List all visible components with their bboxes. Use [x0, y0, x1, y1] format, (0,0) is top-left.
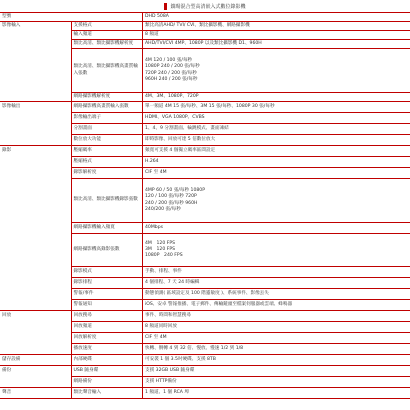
spec-value-line: 4 個排程、7 天 24 時編輯	[145, 279, 200, 285]
spec-row	[0, 49, 410, 93]
spec-subcategory: 回放搜尋	[71, 311, 143, 322]
spec-value-line: 240 / 200 張/每秒 960H	[145, 200, 198, 206]
spec-value	[143, 311, 410, 322]
spec-value	[143, 124, 410, 135]
spec-subcategory: 網路備份	[71, 377, 143, 388]
spec-value-line: 快轉、倒轉 4 到 32 倍、慢放、慢速 1/2 到 1/8	[145, 345, 244, 351]
spec-value	[143, 289, 410, 300]
spec-value-line: 1、4、9 分割畫面、輪跳模式、畫面凍結	[145, 125, 229, 131]
spec-row	[0, 13, 410, 22]
spec-category	[0, 300, 71, 311]
spec-subcategory: 錄影解析度	[71, 168, 143, 179]
spec-value-line: CIF 至 4M	[145, 334, 167, 340]
spec-category	[0, 267, 71, 278]
spec-category	[0, 344, 71, 355]
spec-value-line: 4MP 60 / 50 張/每秒 1080P	[145, 188, 205, 194]
spec-value	[143, 135, 410, 146]
spec-value	[143, 31, 410, 40]
spec-row	[0, 366, 410, 377]
spec-category	[0, 179, 71, 223]
spec-row	[0, 223, 410, 234]
spec-category	[0, 377, 71, 388]
spec-row	[0, 278, 410, 289]
spec-row	[0, 311, 410, 322]
spec-value-line: 支援 32GB USB 隨身碟	[145, 367, 195, 373]
spec-value	[143, 168, 410, 179]
spec-row	[0, 168, 410, 179]
spec-value	[143, 93, 410, 102]
spec-row	[0, 40, 410, 49]
spec-value-line: 可安裝 1 個 3.5吋硬碟、支援 8TB	[145, 356, 216, 362]
spec-value	[143, 146, 410, 157]
spec-category	[0, 124, 71, 135]
spec-value-line: H.264	[145, 158, 159, 164]
spec-value-line: 40Mbps	[145, 224, 164, 230]
spec-category	[0, 113, 71, 124]
spec-value-line: 頻寬可支援 4 個獨立碼率區間設定	[145, 147, 216, 153]
spec-subcategory	[71, 13, 143, 22]
spec-value	[143, 113, 410, 124]
spec-row	[0, 179, 410, 223]
spec-row	[0, 234, 410, 267]
spec-subcategory: 類比聲音輸入	[71, 388, 143, 399]
spec-row	[0, 113, 410, 124]
spec-category: 儲存設備	[0, 355, 71, 366]
spec-subcategory: 警報通知	[71, 300, 143, 311]
spec-subcategory: 影像輸出端子	[71, 113, 143, 124]
spec-row	[0, 388, 410, 399]
spec-value-line: 1080P 240 FPS	[145, 253, 183, 259]
spec-subcategory: 類比高清、類比攝影機錄影張數	[71, 179, 143, 223]
spec-value-line: 即時影像、回放可達 5 倍數位放大	[145, 136, 216, 142]
spec-row	[0, 22, 410, 31]
title-bar	[0, 0, 410, 12]
spec-category	[0, 157, 71, 168]
spec-subcategory: 壓縮格式	[71, 157, 143, 168]
spec-category: 型號	[0, 13, 71, 22]
spec-value	[143, 40, 410, 49]
spec-row	[0, 31, 410, 40]
spec-category	[0, 135, 71, 146]
spec-value	[143, 388, 410, 399]
spec-category	[0, 234, 71, 267]
spec-value	[143, 234, 410, 267]
spec-row	[0, 322, 410, 333]
spec-subcategory: 壓縮碼率	[71, 146, 143, 157]
spec-value	[143, 267, 410, 278]
spec-value	[143, 157, 410, 168]
spec-subcategory: 回放解析度	[71, 333, 143, 344]
spec-row	[0, 267, 410, 278]
spec-row	[0, 333, 410, 344]
spec-row	[0, 135, 410, 146]
spec-value-line: 720P 240 / 200 張/每秒	[145, 70, 197, 76]
spec-value	[143, 102, 410, 113]
spec-subcategory: 分割畫面	[71, 124, 143, 135]
spec-row	[0, 102, 410, 113]
spec-value-line: 4M、3M、1080P、720P	[145, 93, 199, 99]
spec-subcategory: 錄影模式	[71, 267, 143, 278]
spec-value-line: 240/200 張/每秒	[145, 206, 181, 212]
spec-subcategory: 數位放大功能	[71, 135, 143, 146]
spec-subcategory: 支援格式	[71, 22, 143, 31]
spec-value-line: 3M 120 FPS	[145, 246, 176, 252]
spec-value	[143, 223, 410, 234]
spec-value-line: HDMI、VGA 1080P、CVBS	[145, 114, 205, 120]
spec-row	[0, 344, 410, 355]
spec-value-line: 事件、時間和智慧搜尋	[145, 312, 191, 318]
spec-subcategory: 網路攝影機輸入頻寬	[71, 223, 143, 234]
spec-category: 備份	[2, 368, 12, 374]
spec-subcategory: 警報/事件	[71, 289, 143, 300]
spec-value	[143, 22, 410, 31]
spec-category	[0, 168, 71, 179]
spec-value	[143, 366, 410, 377]
spec-subcategory: 錄影排程	[71, 278, 143, 289]
spec-category	[0, 278, 71, 289]
spec-category	[0, 93, 71, 102]
spec-value-line: CIF 至 4M	[145, 169, 167, 175]
spec-subcategory: USB 隨身碟	[71, 366, 143, 377]
spec-row	[0, 93, 410, 102]
spec-category	[0, 49, 71, 93]
spec-value-line: AHD/TVI/CVI 4MP、1080P 以及類比攝影機 D1、960H	[145, 40, 262, 46]
spec-category: 影像輸入	[2, 23, 21, 29]
spec-value-line: 8 頻道同時回放	[145, 323, 177, 329]
spec-value	[143, 300, 410, 311]
spec-subcategory: 網路攝影機高錄影張數	[71, 234, 143, 267]
spec-value-line: 手動、排程、事件	[145, 268, 182, 274]
spec-row	[0, 300, 410, 311]
spec-value-line: 4M 120 / 100 張/每秒	[145, 58, 193, 64]
spec-value	[143, 13, 410, 22]
spec-value	[143, 333, 410, 344]
spec-value	[143, 179, 410, 223]
spec-value-line: 單一頻道 4M 15 張/每秒、3M 15 張/每秒、1080P 30 張/每秒	[145, 103, 275, 109]
spec-subcategory: 回放頻道	[71, 322, 143, 333]
spec-category	[0, 333, 71, 344]
spec-value	[143, 322, 410, 333]
spec-category	[0, 40, 71, 49]
spec-category: 回放	[2, 313, 12, 319]
spec-row	[0, 157, 410, 168]
spec-value-line: 1 頻道、1 個 RCA 埠	[145, 389, 189, 395]
spec-value	[143, 344, 410, 355]
spec-category: 錄影	[2, 148, 12, 154]
spec-value-line: 960H 240 / 200 張/每秒	[145, 76, 198, 82]
spec-subcategory: 類比高清、類比攝影機高畫質輸入張數	[71, 49, 143, 93]
spec-value-line: DHD 508A	[145, 13, 169, 19]
spec-value-line: 1080P 240 / 200 張/每秒	[145, 64, 200, 70]
spec-value	[143, 49, 410, 93]
spec-value-line: 類比高清AHD/ TVI/ CVI、類比攝影機、網路攝影機	[145, 22, 250, 28]
spec-row	[0, 146, 410, 157]
spec-row	[0, 355, 410, 366]
spec-row	[0, 124, 410, 135]
spec-value-line: 120 / 100 張/每秒 720P	[145, 194, 197, 200]
page-title: 鎮暘混合型高清嵌入式數位錄影機	[170, 3, 246, 10]
spec-category	[0, 322, 71, 333]
spec-subcategory: 內部硬碟	[71, 355, 143, 366]
spec-value	[143, 377, 410, 388]
spec-category	[0, 289, 71, 300]
spec-value-line: 8 頻道	[145, 31, 159, 37]
spec-subcategory: 網路攝影機解析度	[71, 93, 143, 102]
spec-row	[0, 289, 410, 300]
spec-value-line: 支援 HTTP備份	[145, 378, 177, 384]
spec-value-line: 動態偵測( 區域設定及 100 階靈敏度 )、系統事件、影像丟失	[145, 290, 269, 296]
spec-category: 聲音	[0, 388, 71, 399]
spec-value	[143, 355, 410, 366]
spec-subcategory: 網路攝影機高畫質輸入張數	[71, 102, 143, 113]
spec-subcategory: 類比高清、類比攝影機解析度	[71, 40, 143, 49]
spec-value-line: 4M 120 FPS	[145, 240, 176, 246]
spec-category	[0, 223, 71, 234]
spec-row	[0, 377, 410, 388]
spec-table	[0, 12, 410, 399]
spec-subcategory: 播放速度	[71, 344, 143, 355]
title-marker-icon	[164, 3, 167, 10]
spec-category: 影像輸出	[2, 104, 21, 110]
spec-subcategory: 輸入頻道	[71, 31, 143, 40]
spec-value-line: iOS、安卓 警報推播、電子郵件、傳輸鏡頭至檔案伺服器或雲端、蜂鳴器	[145, 301, 293, 307]
spec-value	[143, 278, 410, 289]
spec-category	[0, 31, 71, 40]
